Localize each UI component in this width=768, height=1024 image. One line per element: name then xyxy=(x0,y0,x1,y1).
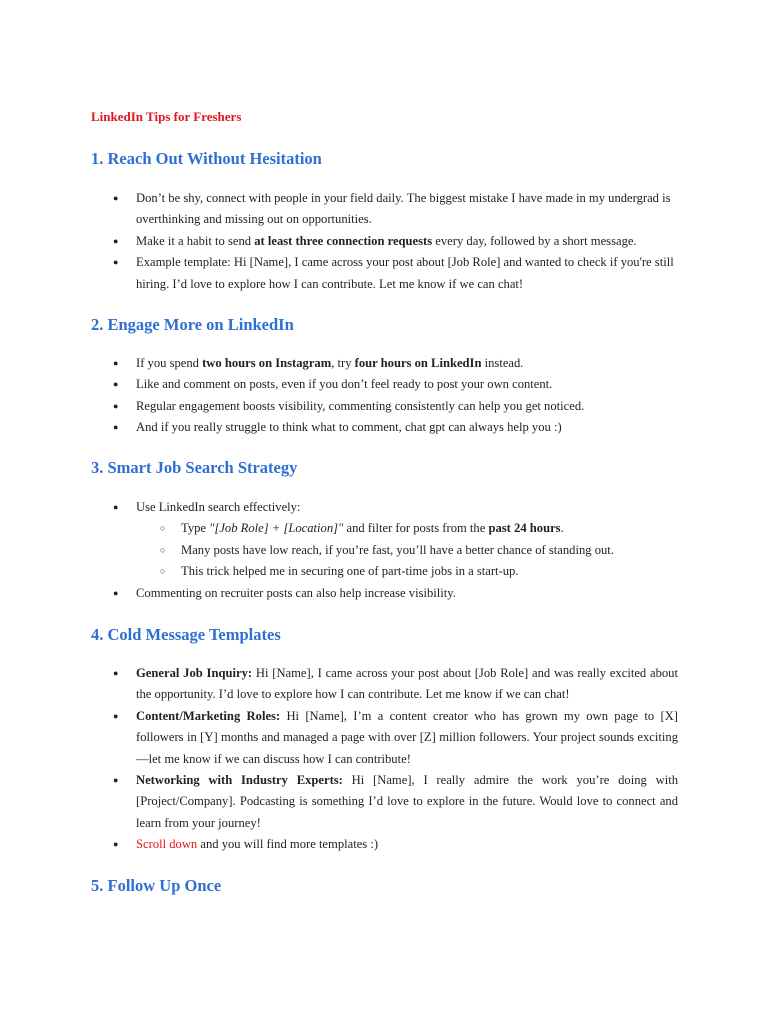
list-item xyxy=(91,834,678,855)
sub-list-item xyxy=(136,540,678,561)
list-item xyxy=(91,497,678,583)
item-text: Example template: Hi [Name], I came across your post about [Job Role] and wanted to check if you're still hiring. I’d love to explore how I can contribute. Let me know if we can chat! xyxy=(136,255,674,291)
item-text: Like and comment on posts, even if you don’t feel ready to post your own content. xyxy=(136,377,553,392)
list-item xyxy=(91,374,678,395)
list-item xyxy=(91,231,678,252)
item-text: every day, followed by a short message. xyxy=(432,233,637,248)
document-title: LinkedIn Tips for Freshers xyxy=(91,109,242,124)
emphasis-text: at least three connection requests xyxy=(254,233,433,248)
item-text: Type xyxy=(181,521,210,536)
item-text: Many posts have low reach, if you’re fast, you’ll have a better chance of standing out. xyxy=(181,542,614,557)
engage-list xyxy=(91,353,678,439)
list-item xyxy=(91,706,678,770)
section-heading-cold-message: 4. Cold Message Templates xyxy=(91,625,281,644)
sub-list-item xyxy=(136,518,678,539)
scroll-down-link[interactable]: Scroll down xyxy=(136,837,198,852)
sub-list-item xyxy=(136,561,678,582)
template-label: Content/Marketing Roles: xyxy=(136,708,281,723)
section-heading-follow-up: 5. Follow Up Once xyxy=(91,876,222,895)
item-text: If you spend xyxy=(136,356,203,370)
list-item xyxy=(91,663,678,706)
item-text: Don’t be shy, connect with people in your field daily. The biggest mistake I have made in my undergrad is overthinking and missing out on opportunities. xyxy=(136,191,671,227)
item-text: Commenting on recruiter posts can also help increase visibility. xyxy=(136,585,456,600)
item-text: Use LinkedIn search effectively: xyxy=(136,500,301,514)
list-item xyxy=(91,252,678,295)
list-item xyxy=(91,770,678,834)
list-item xyxy=(91,188,678,231)
item-text: . xyxy=(560,521,564,536)
job-search-list xyxy=(91,497,678,604)
list-item xyxy=(91,396,678,417)
list-item xyxy=(91,353,678,374)
template-label: General Job Inquiry: xyxy=(136,666,253,680)
item-text: Regular engagement boosts visibility, commenting consistently can help you get noticed. xyxy=(136,398,585,413)
item-text: , try xyxy=(331,356,355,370)
template-label: Networking with Industry Experts: xyxy=(136,773,343,788)
cold-message-list xyxy=(91,663,678,856)
item-text: and filter for posts from the xyxy=(343,521,489,536)
job-search-sub-list xyxy=(136,518,678,582)
template-text: Hi [Name], I’m a content creator who has grown my own page to [X] followers in [Y] months and managed a page with over [Z] million followers. Your project sounds exciting—let me know if we can discuss how I can contribute! xyxy=(136,708,678,766)
section-heading-job-search: 3. Smart Job Search Strategy xyxy=(91,458,298,477)
search-query-text: "[Job Role] + [Location]" xyxy=(209,521,344,536)
template-text: Hi [Name], I really admire the work you’re doing with [Project/Company]. Podcasting is something I’d love to explore in the future. Would love to connect and learn from your journey! xyxy=(136,773,678,830)
item-text: This trick helped me in securing one of part-time jobs in a start-up. xyxy=(181,564,519,579)
item-text: And if you really struggle to think what to comment, chat gpt can always help you :) xyxy=(136,420,562,435)
emphasis-text: past 24 hours xyxy=(488,521,561,536)
item-text: Make it a habit to send xyxy=(136,233,255,248)
list-item xyxy=(91,417,678,438)
item-text: and you will find more templates :) xyxy=(197,837,379,852)
emphasis-text: two hours on Instagram xyxy=(202,356,332,370)
section-heading-engage: 2. Engage More on LinkedIn xyxy=(91,315,294,334)
reach-out-list xyxy=(91,188,678,295)
list-item xyxy=(91,583,678,604)
item-text: instead. xyxy=(481,356,524,370)
template-text: Hi [Name], I came across your post about [Job Role] and was really excited about the opportunity. I’d love to explore how I can contribute. Let me know if we can chat! xyxy=(136,666,678,702)
emphasis-text: four hours on LinkedIn xyxy=(354,356,482,370)
section-heading-reach-out: 1. Reach Out Without Hesitation xyxy=(91,149,322,168)
